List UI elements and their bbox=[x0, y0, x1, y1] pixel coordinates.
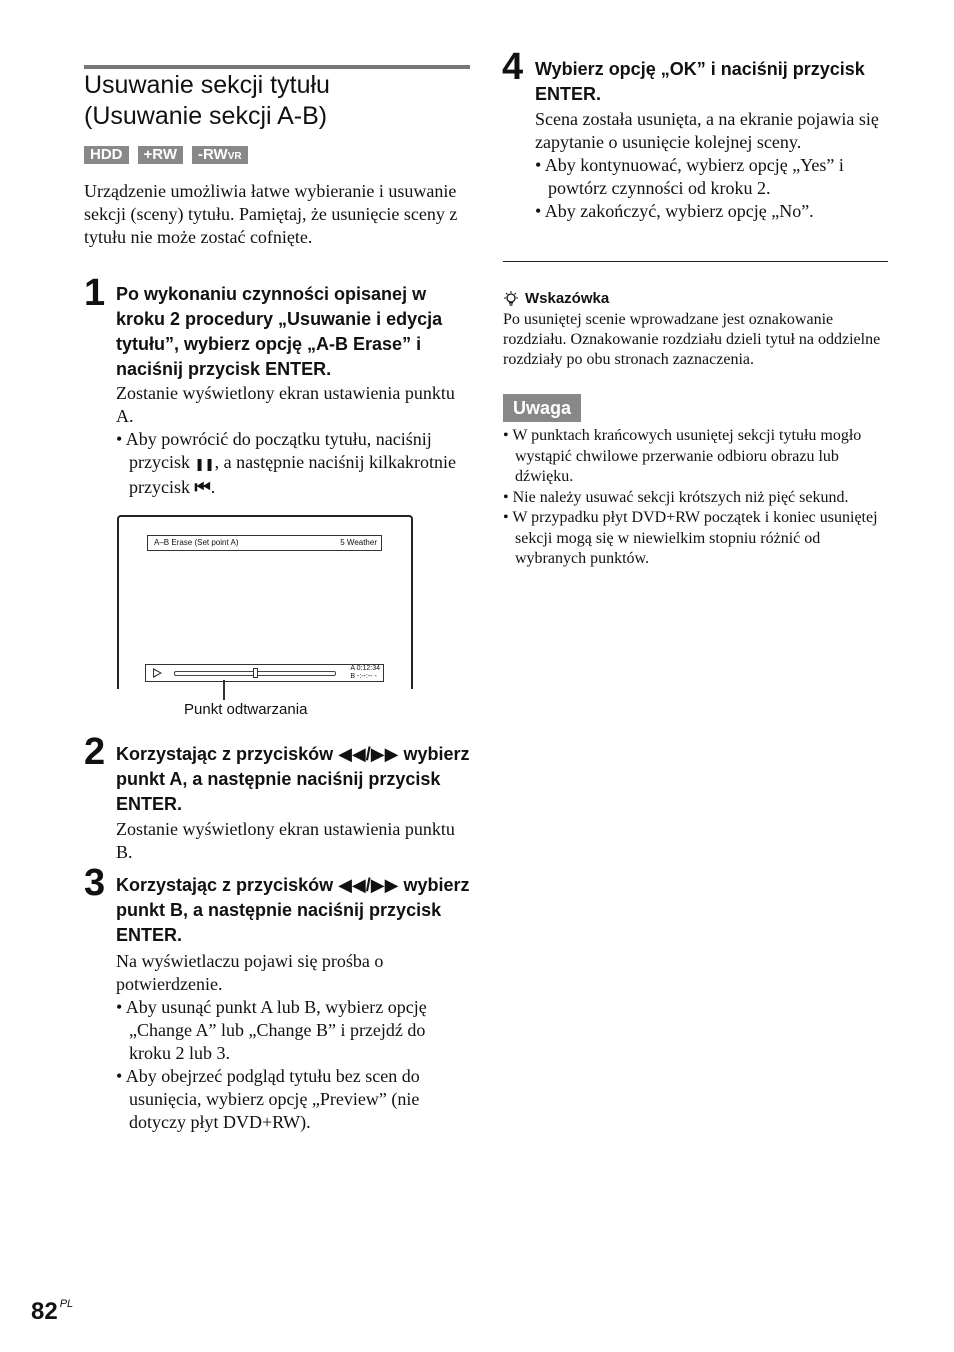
plus-rw-badge: +RW bbox=[138, 146, 183, 164]
step-3-bullet-2: • Aby obejrzeć podgląd tytułu bez scen do usunięcia, wybierz opcję „Preview” (nie dotyczy płyt DVD+RW). bbox=[116, 1066, 420, 1132]
title-line-2: (Usuwanie sekcji A-B) bbox=[84, 102, 328, 130]
step-3-text: Na wyświetlaczu pojawi się prośba o potwierdzenie. bbox=[116, 951, 384, 994]
step-1-body bbox=[116, 382, 466, 499]
step-4-body bbox=[535, 108, 890, 223]
step-4-heading: Wybierz opcję „OK” i naciśnij przycisk ENTER. bbox=[535, 59, 865, 104]
playback-point-marker bbox=[253, 668, 258, 678]
step-1-bullet: • Aby powrócić do początku tytułu, naciśnij przycisk ❚❚, a następnie naciśnij kilkakrotnie przycisk ⏮. bbox=[116, 429, 457, 497]
minus-rw-vr-badge: -RWVR bbox=[192, 146, 248, 164]
note-item-3: • W przypadku płyt DVD+RW początek i koniec usuniętej sekcji mogą się w niewielkim stopniu różnić od wybranych punktów. bbox=[503, 509, 878, 567]
step-3-heading: Korzystając z przycisków ◀◀/▶▶ wybierz punkt B, a następnie naciśnij przycisk ENTER. bbox=[116, 875, 470, 945]
section-rule bbox=[84, 65, 470, 69]
ab-erase-screen bbox=[117, 515, 413, 689]
step-2-body: Zostanie wyświetlony ekran ustawienia punktu B. bbox=[116, 819, 455, 862]
title-line-1: Usuwanie sekcji tytułu bbox=[84, 71, 330, 99]
step-4-text: Scena została usunięta, a na ekranie pojawia się zapytanie o usunięcie kolejnej sceny. bbox=[535, 109, 879, 152]
point-a-time: A 0:12:34 bbox=[350, 665, 380, 672]
note-item-1: • W punktach krańcowych usuniętej sekcji tytułu mogło wystąpić chwilowe przerwanie odbioru obrazu lub dźwięku. bbox=[503, 427, 862, 485]
step-2-heading: Korzystając z przycisków ◀◀/▶▶ wybierz punkt A, a następnie naciśnij przycisk ENTER. bbox=[116, 744, 470, 814]
previous-icon: ⏮ bbox=[194, 477, 211, 497]
intro-paragraph: Urządzenie umożliwia łatwe wybieranie i usuwanie sekcji (sceny) tytułu. Pamiętaj, że usunięcie sceny z tytułu nie może zostać cofnięte. bbox=[84, 181, 458, 247]
note-list bbox=[503, 426, 895, 570]
screen-header bbox=[147, 535, 382, 551]
playback-indicator bbox=[145, 664, 384, 682]
note-heading: Uwaga bbox=[503, 394, 581, 422]
callout-label: Punkt odtwarzania bbox=[184, 701, 308, 718]
step-4-number: 4 bbox=[502, 46, 524, 88]
callout-line bbox=[223, 680, 225, 700]
pause-icon: ❚❚ bbox=[194, 457, 215, 471]
screen-title: A–B Erase (Set point A) bbox=[154, 538, 239, 547]
media-badges bbox=[84, 146, 248, 164]
step-4-bullet-2: • Aby zakończyć, wybierz opcję „No”. bbox=[535, 201, 814, 221]
step-3-bullet-1: • Aby usunąć punkt A lub B, wybierz opcję „Change A” lub „Change B” i przejdź do kroku 2 lub 3. bbox=[116, 997, 427, 1063]
page-language: PL bbox=[59, 1298, 74, 1310]
section-title bbox=[84, 70, 474, 132]
tip-separator bbox=[503, 261, 888, 262]
point-b-time: B -:--:-- - bbox=[350, 673, 377, 680]
screen-title-name: 5 Weather bbox=[340, 538, 377, 547]
step-3-number: 3 bbox=[84, 862, 106, 904]
step-4-bullet-1: • Aby kontynuować, wybierz opcję „Yes” i powtórz czynności od kroku 2. bbox=[535, 155, 844, 198]
lightbulb-icon bbox=[503, 291, 519, 307]
tip-heading bbox=[503, 290, 609, 307]
page-number: 82 $^{PL}$ bbox=[31, 1298, 74, 1325]
progress-bar bbox=[174, 671, 336, 676]
step-1-text: Zostanie wyświetlony ekran ustawienia punktu A. bbox=[116, 383, 455, 426]
step-3-body bbox=[116, 950, 468, 1134]
play-icon bbox=[153, 668, 162, 678]
step-2-number: 2 bbox=[84, 731, 106, 773]
step-1-number: 1 bbox=[84, 272, 106, 314]
tip-heading-text: Wskazówka bbox=[525, 290, 610, 307]
hdd-badge: HDD bbox=[84, 146, 129, 164]
ab-points bbox=[350, 665, 380, 681]
note-item-2: • Nie należy usuwać sekcji krótszych niż pięć sekund. bbox=[503, 488, 849, 506]
step-1-heading: Po wykonaniu czynności opisanej w kroku 2 procedury „Usuwanie i edycja tytułu”, wybierz opcję „A-B Erase” i naciśnij przycisk ENTER. bbox=[116, 284, 443, 379]
tip-text: Po usuniętej scenie wprowadzane jest oznakowanie rozdziału. Oznakowanie rozdziału dzieli tytuł na oddzielne rozdziały po obu stronach zaznaczenia. bbox=[503, 311, 881, 368]
